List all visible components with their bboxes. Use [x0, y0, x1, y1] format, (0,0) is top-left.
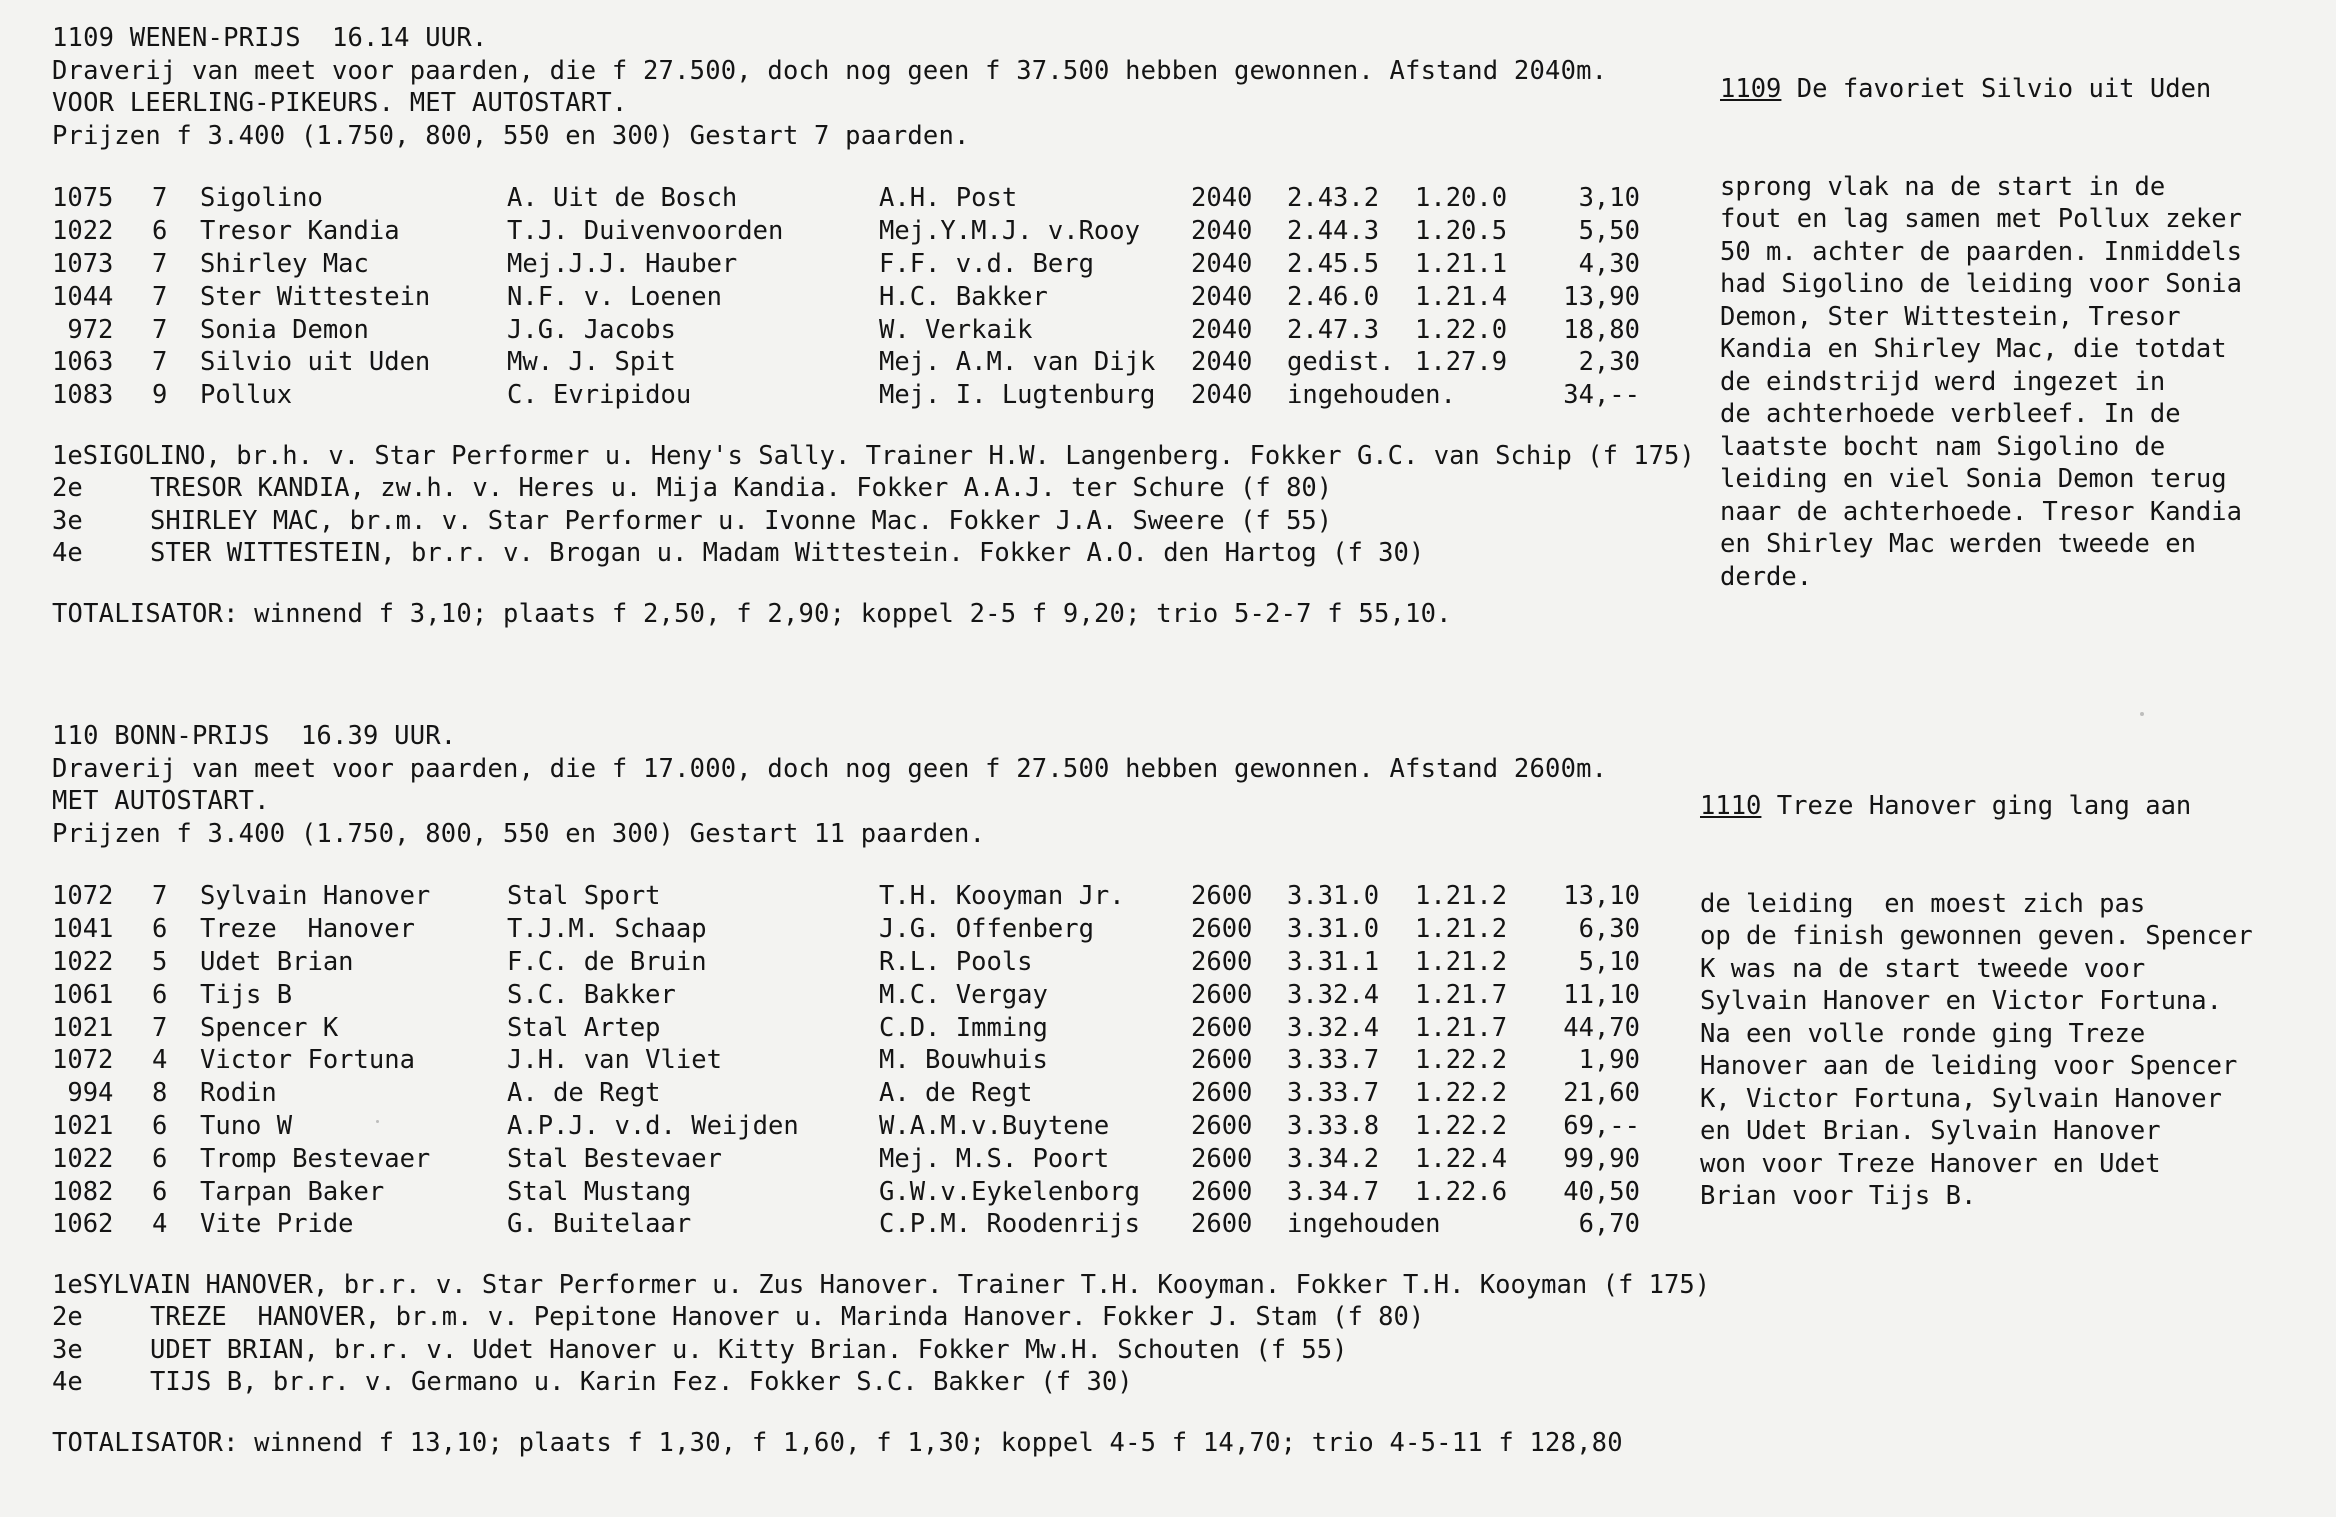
cell-prev: 994 — [52, 1078, 114, 1109]
cell-time: 3.33.7 — [1287, 1045, 1380, 1076]
result-row — [52, 1142, 1640, 1175]
placing-row — [52, 1366, 1692, 1399]
cell-odds: 18,80 — [1563, 314, 1640, 345]
comment-line: naar de achterhoede. Tresor Kandia — [1720, 496, 2242, 527]
cell-name: Udet Brian — [200, 946, 354, 977]
result-row — [52, 313, 1640, 346]
cell-odds: 13,90 — [1563, 281, 1640, 312]
cell-num: 7 — [152, 314, 168, 345]
cell-driver: M. Bouwhuis — [879, 1045, 1048, 1076]
cell-driver: J.G. Offenberg — [879, 914, 1094, 945]
placing-row — [52, 1269, 1711, 1302]
comment-line: Hanover aan de leiding voor Spencer — [1700, 1051, 2238, 1081]
comment-line: 50 m. achter de paarden. Inmiddels — [1720, 236, 2242, 267]
race-conditions-extra: VOOR LEERLING-PIKEURS. MET AUTOSTART. — [52, 88, 628, 118]
comment-line: sprong vlak na de start in de — [1720, 171, 2166, 202]
cell-prev: 1063 — [52, 347, 114, 378]
result-row — [52, 346, 1640, 379]
cell-num: 7 — [152, 183, 168, 214]
cell-num: 7 — [152, 881, 168, 912]
cell-odds: 6,70 — [1578, 1209, 1640, 1240]
cell-odds: 99,90 — [1563, 1143, 1640, 1174]
cell-time: gedist. — [1287, 347, 1395, 378]
comment-line: K was na de start tweede voor — [1700, 953, 2146, 984]
placing-position: 2e — [52, 1302, 83, 1333]
cell-driver: A.H. Post — [879, 183, 1018, 214]
cell-prev: 1075 — [52, 183, 114, 214]
cell-driver: W. Verkaik — [879, 314, 1033, 345]
comment-line: Sylvain Hanover en Victor Fortuna. — [1700, 986, 2222, 1016]
cell-odds: 21,60 — [1563, 1078, 1640, 1109]
placings-list — [52, 1269, 1711, 1399]
placing-row — [52, 505, 1692, 538]
placing-position: 1e — [52, 1269, 83, 1300]
cell-prev: 1082 — [52, 1176, 114, 1207]
comment-line: fout en lag samen met Pollux zeker — [1720, 204, 2242, 234]
cell-prev: 1073 — [52, 248, 114, 279]
cell-name: Tresor Kandia — [200, 216, 400, 247]
race-header: 1109 WENEN-PRIJS 16.14 UUR. — [52, 23, 488, 53]
cell-dist: 2040 — [1191, 380, 1253, 411]
cell-km: 1.21.4 — [1415, 281, 1508, 312]
cell-driver: G.W.v.Eykelenborg — [879, 1176, 1140, 1207]
cell-km: 1.21.1 — [1415, 248, 1508, 279]
cell-time: 3.31.0 — [1287, 914, 1380, 945]
placing-position: 4e — [52, 538, 83, 569]
cell-prev: 1041 — [52, 914, 114, 945]
cell-km: 1.21.2 — [1415, 946, 1508, 977]
cell-km: 1.22.2 — [1415, 1110, 1508, 1141]
cell-name: Spencer K — [200, 1012, 339, 1043]
cell-owner: Stal Bestevaer — [507, 1143, 722, 1174]
race-conditions: Draverij van meet voor paarden, die f 27.500, doch nog geen f 37.500 hebben gewonnen. Afstand 2040m. — [52, 55, 1608, 86]
cell-time: 2.46.0 — [1287, 281, 1380, 312]
comment-line: de achterhoede verbleef. In de — [1720, 399, 2181, 429]
result-row — [52, 1208, 1640, 1241]
cell-driver: A. de Regt — [879, 1078, 1033, 1109]
cell-prev: 1062 — [52, 1209, 114, 1240]
cell-dist: 2600 — [1191, 1110, 1253, 1141]
cell-driver: R.L. Pools — [879, 946, 1033, 977]
comment-line: derde. — [1720, 561, 1813, 592]
cell-dist: 2600 — [1191, 1078, 1253, 1109]
cell-time: 3.33.7 — [1287, 1078, 1380, 1109]
comment-line: De favoriet Silvio uit Uden — [1781, 74, 2212, 104]
cell-time: 3.31.1 — [1287, 946, 1380, 977]
cell-name: Shirley Mac — [200, 248, 369, 279]
result-row — [52, 1044, 1640, 1077]
cell-owner: Stal Artep — [507, 1012, 661, 1043]
cell-name: Tijs B — [200, 979, 293, 1010]
cell-prev: 1021 — [52, 1012, 114, 1043]
placing-text: UDET BRIAN, br.r. v. Udet Hanover u. Kitty Brian. Fokker Mw.H. Schouten (f 55) — [150, 1334, 1348, 1365]
placing-text: TRESOR KANDIA, zw.h. v. Heres u. Mija Kandia. Fokker A.A.J. ter Schure (f 80) — [150, 473, 1333, 504]
cell-owner: A.P.J. v.d. Weijden — [507, 1110, 799, 1141]
cell-time: 3.34.7 — [1287, 1176, 1380, 1207]
result-row — [52, 978, 1640, 1011]
cell-owner: J.H. van Vliet — [507, 1045, 722, 1076]
cell-owner: Mw. J. Spit — [507, 347, 676, 378]
cell-num: 7 — [152, 347, 168, 378]
cell-time: 3.32.4 — [1287, 1012, 1380, 1043]
cell-odds: 4,30 — [1578, 248, 1640, 279]
cell-num: 8 — [152, 1078, 168, 1109]
cell-prev: 1022 — [52, 1143, 114, 1174]
cell-prev: 1072 — [52, 1045, 114, 1076]
cell-dist: 2040 — [1191, 183, 1253, 214]
totalisator: TOTALISATOR: winnend f 13,10; plaats f 1,30, f 1,60, f 1,30; koppel 4-5 f 14,70; trio 4-5-11 f 128,80 — [52, 1427, 1623, 1458]
cell-owner: N.F. v. Loenen — [507, 281, 722, 312]
cell-name: Victor Fortuna — [200, 1045, 415, 1076]
cell-time: 3.31.0 — [1287, 881, 1380, 912]
cell-prev: 1044 — [52, 281, 114, 312]
cell-odds: 34,-- — [1563, 380, 1640, 411]
placing-row — [52, 472, 1692, 505]
comment-line: won voor Treze Hanover en Udet — [1700, 1148, 2161, 1179]
cell-dist: 2600 — [1191, 1143, 1253, 1174]
race-prizes: Prijzen f 3.400 (1.750, 800, 550 en 300) Gestart 7 paarden. — [52, 120, 970, 151]
cell-km: 1.22.0 — [1415, 314, 1508, 345]
result-row — [52, 379, 1640, 412]
scan-speck — [2140, 712, 2144, 716]
cell-dist: 2600 — [1191, 979, 1253, 1010]
cell-odds: 2,30 — [1578, 347, 1640, 378]
comment-line: de leiding en moest zich pas — [1700, 888, 2146, 919]
cell-dist: 2600 — [1191, 1176, 1253, 1207]
cell-owner: C. Evripidou — [507, 380, 692, 411]
race-comment-1110 — [1700, 725, 2253, 1278]
cell-driver: T.H. Kooyman Jr. — [879, 881, 1125, 912]
scan-speck — [376, 1120, 379, 1123]
cell-num: 9 — [152, 380, 168, 411]
cell-time: 2.43.2 — [1287, 183, 1380, 214]
cell-status: ingehouden. — [1287, 380, 1456, 411]
cell-odds: 5,10 — [1578, 946, 1640, 977]
result-row — [52, 182, 1640, 215]
cell-name: Tarpan Baker — [200, 1176, 385, 1207]
cell-prev: 1072 — [52, 881, 114, 912]
cell-dist: 2600 — [1191, 946, 1253, 977]
race-prizes: Prijzen f 3.400 (1.750, 800, 550 en 300) Gestart 11 paarden. — [52, 818, 986, 849]
cell-driver: M.C. Vergay — [879, 979, 1048, 1010]
cell-dist: 2040 — [1191, 314, 1253, 345]
cell-num: 4 — [152, 1209, 168, 1240]
cell-owner: T.J.M. Schaap — [507, 914, 707, 945]
comment-line: en Shirley Mac werden tweede en — [1720, 529, 2196, 559]
cell-owner: A. Uit de Bosch — [507, 183, 738, 214]
comment-line: Brian voor Tijs B. — [1700, 1181, 1977, 1211]
comment-ref: 1110 — [1700, 791, 1762, 821]
comment-line: leiding en viel Sonia Demon terug — [1720, 464, 2227, 494]
cell-km: 1.27.9 — [1415, 347, 1508, 378]
placing-position: 1e — [52, 440, 83, 471]
cell-km: 1.21.2 — [1415, 914, 1508, 945]
placing-text: SYLVAIN HANOVER, br.r. v. Star Performer u. Zus Hanover. Trainer T.H. Kooyman. Fokker T.H. Kooyman (f 175) — [82, 1269, 1711, 1300]
cell-dist: 2040 — [1191, 281, 1253, 312]
cell-dist: 2600 — [1191, 1209, 1253, 1240]
result-row — [52, 1077, 1640, 1110]
comment-line: Demon, Ster Wittestein, Tresor — [1720, 301, 2181, 332]
cell-km: 1.20.0 — [1415, 183, 1508, 214]
cell-km: 1.21.2 — [1415, 881, 1508, 912]
cell-time: 3.33.8 — [1287, 1110, 1380, 1141]
cell-dist: 2600 — [1191, 1012, 1253, 1043]
placing-text: SHIRLEY MAC, br.m. v. Star Performer u. Ivonne Mac. Fokker J.A. Sweere (f 55) — [150, 505, 1333, 536]
cell-km: 1.22.6 — [1415, 1176, 1508, 1207]
race-1109 — [52, 22, 1695, 630]
comment-line: had Sigolino de leiding voor Sonia — [1720, 269, 2242, 299]
cell-owner: Stal Mustang — [507, 1176, 692, 1207]
race-comment-1109 — [1720, 8, 2242, 658]
cell-owner: J.G. Jacobs — [507, 314, 676, 345]
cell-km: 1.22.4 — [1415, 1143, 1508, 1174]
comment-line: Kandia en Shirley Mac, die totdat — [1720, 334, 2227, 364]
cell-odds: 3,10 — [1578, 183, 1640, 214]
cell-name: Rodin — [200, 1078, 277, 1109]
race-1110 — [52, 720, 1711, 1459]
placing-text: STER WITTESTEIN, br.r. v. Brogan u. Madam Wittestein. Fokker A.O. den Hartog (f 30) — [150, 538, 1425, 569]
result-row — [52, 1175, 1640, 1208]
result-row — [52, 1011, 1640, 1044]
comment-line: en Udet Brian. Sylvain Hanover — [1700, 1116, 2161, 1146]
cell-owner: F.C. de Bruin — [507, 946, 707, 977]
cell-name: Silvio uit Uden — [200, 347, 431, 378]
placing-position: 3e — [52, 1334, 83, 1365]
cell-dist: 2600 — [1191, 914, 1253, 945]
cell-odds: 44,70 — [1563, 1012, 1640, 1043]
placing-text: SIGOLINO, br.h. v. Star Performer u. Heny's Sally. Trainer H.W. Langenberg. Fokker G.C. van Schip (f 175) — [82, 440, 1695, 471]
placing-position: 3e — [52, 505, 83, 536]
cell-name: Tuno W — [200, 1110, 293, 1141]
results-table — [52, 880, 1640, 1241]
cell-owner: A. de Regt — [507, 1078, 661, 1109]
cell-driver: W.A.M.v.Buytene — [879, 1110, 1110, 1141]
placings-list — [52, 440, 1695, 570]
comment-line: Na een volle ronde ging Treze — [1700, 1018, 2146, 1049]
cell-owner: Mej.J.J. Hauber — [507, 248, 738, 279]
comment-line: de eindstrijd werd ingezet in — [1720, 366, 2166, 397]
cell-odds: 1,90 — [1578, 1045, 1640, 1076]
result-row — [52, 913, 1640, 946]
totalisator: TOTALISATOR: winnend f 3,10; plaats f 2,50, f 2,90; koppel 2-5 f 9,20; trio 5-2-7 f 55,10. — [52, 598, 1452, 629]
result-row — [52, 946, 1640, 979]
cell-driver: H.C. Bakker — [879, 281, 1048, 312]
cell-km: 1.22.2 — [1415, 1078, 1508, 1109]
cell-driver: Mej. A.M. van Dijk — [879, 347, 1156, 378]
cell-driver: Mej.Y.M.J. v.Rooy — [879, 216, 1140, 247]
cell-driver: F.F. v.d. Berg — [879, 248, 1094, 279]
cell-num: 6 — [152, 1176, 168, 1207]
cell-prev: 1021 — [52, 1110, 114, 1141]
placing-text: TIJS B, br.r. v. Germano u. Karin Fez. Fokker S.C. Bakker (f 30) — [150, 1367, 1133, 1398]
cell-odds: 69,-- — [1563, 1110, 1640, 1141]
cell-name: Ster Wittestein — [200, 281, 431, 312]
placing-row — [52, 1334, 1692, 1367]
result-row — [52, 1110, 1640, 1143]
cell-num: 4 — [152, 1045, 168, 1076]
cell-driver: C.D. Imming — [879, 1012, 1048, 1043]
result-row — [52, 215, 1640, 248]
comment-line: K, Victor Fortuna, Sylvain Hanover — [1700, 1083, 2222, 1114]
cell-time: 2.44.3 — [1287, 216, 1380, 247]
result-row — [52, 280, 1640, 313]
cell-driver: Mej. I. Lugtenburg — [879, 380, 1156, 411]
cell-prev: 1022 — [52, 216, 114, 247]
cell-driver: Mej. M.S. Poort — [879, 1143, 1110, 1174]
cell-num: 6 — [152, 1110, 168, 1141]
cell-odds: 11,10 — [1563, 979, 1640, 1010]
cell-owner: Stal Sport — [507, 881, 661, 912]
cell-odds: 6,30 — [1578, 914, 1640, 945]
comment-line: op de finish gewonnen geven. Spencer — [1700, 921, 2253, 951]
placing-position: 2e — [52, 473, 83, 504]
cell-time: 3.32.4 — [1287, 979, 1380, 1010]
cell-name: Tromp Bestevaer — [200, 1143, 431, 1174]
comment-ref: 1109 — [1720, 74, 1782, 104]
cell-dist: 2600 — [1191, 1045, 1253, 1076]
cell-owner: T.J. Duivenvoorden — [507, 216, 784, 247]
cell-prev: 1022 — [52, 946, 114, 977]
cell-num: 5 — [152, 946, 168, 977]
cell-num: 6 — [152, 216, 168, 247]
cell-dist: 2600 — [1191, 881, 1253, 912]
race-conditions: Draverij van meet voor paarden, die f 17.000, doch nog geen f 27.500 hebben gewonnen. Afstand 2600m. — [52, 753, 1608, 784]
results-table — [52, 182, 1640, 412]
cell-name: Treze Hanover — [200, 914, 415, 945]
cell-name: Sonia Demon — [200, 314, 369, 345]
cell-num: 7 — [152, 281, 168, 312]
cell-km: 1.21.7 — [1415, 979, 1508, 1010]
placing-row — [52, 1301, 1692, 1334]
comment-line: Treze Hanover ging lang aan — [1761, 791, 2192, 821]
cell-num: 6 — [152, 914, 168, 945]
placing-row — [52, 440, 1695, 473]
comment-line: laatste bocht nam Sigolino de — [1720, 431, 2166, 462]
cell-odds: 40,50 — [1563, 1176, 1640, 1207]
placing-text: TREZE HANOVER, br.m. v. Pepitone Hanover u. Marinda Hanover. Fokker J. Stam (f 80) — [150, 1302, 1425, 1333]
cell-name: Pollux — [200, 380, 293, 411]
cell-prev: 972 — [52, 314, 114, 345]
cell-km: 1.20.5 — [1415, 216, 1508, 247]
placing-position: 4e — [52, 1367, 83, 1398]
cell-owner: G. Buitelaar — [507, 1209, 692, 1240]
cell-km: 1.21.7 — [1415, 1012, 1508, 1043]
cell-name: Sigolino — [200, 183, 323, 214]
cell-odds: 5,50 — [1578, 216, 1640, 247]
cell-num: 7 — [152, 248, 168, 279]
race-conditions-extra: MET AUTOSTART. — [52, 786, 270, 816]
cell-prev: 1083 — [52, 380, 114, 411]
cell-prev: 1061 — [52, 979, 114, 1010]
cell-dist: 2040 — [1191, 347, 1253, 378]
cell-km: 1.22.2 — [1415, 1045, 1508, 1076]
cell-driver: C.P.M. Roodenrijs — [879, 1209, 1140, 1240]
placing-row — [52, 537, 1692, 570]
cell-status: ingehouden — [1287, 1209, 1441, 1240]
cell-name: Sylvain Hanover — [200, 881, 431, 912]
cell-owner: S.C. Bakker — [507, 979, 676, 1010]
cell-num: 7 — [152, 1012, 168, 1043]
result-row — [52, 880, 1640, 913]
result-row — [52, 248, 1640, 281]
cell-time: 2.47.3 — [1287, 314, 1380, 345]
cell-dist: 2040 — [1191, 248, 1253, 279]
cell-odds: 13,10 — [1563, 881, 1640, 912]
cell-time: 3.34.2 — [1287, 1143, 1380, 1174]
race-header: 110 BONN-PRIJS 16.39 UUR. — [52, 721, 457, 751]
cell-time: 2.45.5 — [1287, 248, 1380, 279]
cell-num: 6 — [152, 979, 168, 1010]
cell-dist: 2040 — [1191, 216, 1253, 247]
cell-name: Vite Pride — [200, 1209, 354, 1240]
cell-num: 6 — [152, 1143, 168, 1174]
